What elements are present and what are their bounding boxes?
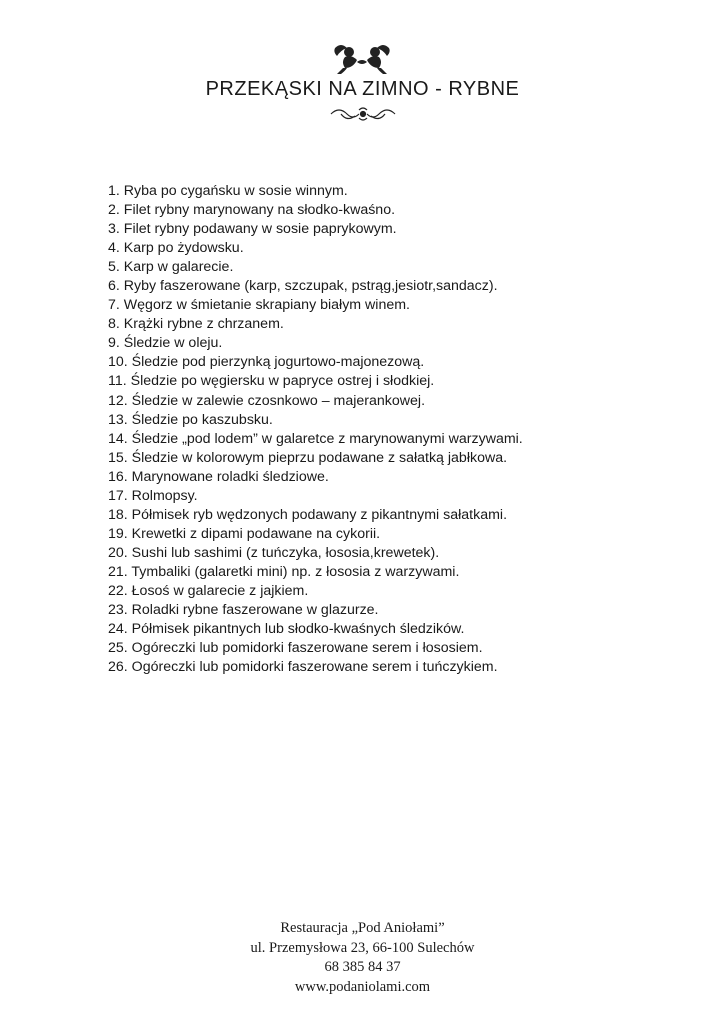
- website-link[interactable]: www.podaniolami.com: [294, 978, 431, 995]
- list-item: 24. Półmisek pikantnych lub słodko-kwaśnych śledzików.: [108, 621, 465, 638]
- flourish-ornament-icon: [327, 104, 399, 124]
- menu-list: [108, 182, 523, 677]
- list-item: 18. Półmisek ryb wędzonych podawany z pikantnymi sałatkami.: [108, 506, 508, 523]
- list-item: 7. Węgorz w śmietanie skrapiany białym winem.: [108, 297, 410, 314]
- list-item: 25. Ogóreczki lub pomidorki faszerowane serem i łososiem.: [108, 640, 483, 657]
- list-item: 11. Śledzie po węgiersku w papryce ostrej i słodkiej.: [108, 373, 435, 390]
- cherubs-ornament-icon: [327, 40, 397, 76]
- list-item: 23. Roladki rybne faszerowane w glazurze.: [108, 602, 379, 619]
- list-item: 10. Śledzie pod pierzynką jogurtowo-majonezową.: [108, 354, 425, 371]
- footer: [0, 919, 725, 997]
- list-item: 3. Filet rybny podawany w sosie paprykowym.: [108, 221, 397, 238]
- list-item: 1. Ryba po cygańsku w sosie winnym.: [108, 183, 348, 199]
- list-item: 13. Śledzie po kaszubsku.: [108, 411, 273, 428]
- list-item: 14. Śledzie „pod lodem” w galaretce z marynowanymi warzywami.: [108, 430, 523, 447]
- list-item: 6. Ryby faszerowane (karp, szczupak, pstrąg,jesiotr,sandacz).: [108, 278, 498, 295]
- list-item: 22. Łosoś w galarecie z jajkiem.: [108, 582, 309, 599]
- page-title: PRZEKĄSKI NA ZIMNO - RYBNE: [205, 78, 520, 100]
- list-item: 15. Śledzie w kolorowym pieprzu podawane z sałatką jabłkowa.: [108, 449, 508, 466]
- phone-number: 68 385 84 37: [324, 959, 401, 976]
- list-item: 21. Tymbaliki (galaretki mini) np. z łososia z warzywami.: [108, 563, 460, 580]
- list-item: 16. Marynowane roladki śledziowe.: [108, 468, 329, 485]
- list-item: 8. Krążki rybne z chrzanem.: [108, 316, 284, 333]
- list-item: 9. Śledzie w oleju.: [108, 335, 223, 352]
- list-item: 12. Śledzie w zalewie czosnkowo – majerankowej.: [108, 392, 426, 409]
- list-item: 4. Karp po żydowsku.: [108, 240, 244, 257]
- list-item: 2. Filet rybny marynowany na słodko-kwaśno.: [108, 202, 396, 219]
- list-item: 26. Ogóreczki lub pomidorki faszerowane serem i tuńczykiem.: [108, 659, 498, 676]
- list-item: 20. Sushi lub sashimi (z tuńczyka, łososia,krewetek).: [108, 544, 440, 561]
- list-item: 5. Karp w galarecie.: [108, 259, 234, 276]
- list-item: 17. Rolmopsy.: [108, 487, 198, 504]
- list-item: 19. Krewetki z dipami podawane na cykorii.: [108, 525, 381, 542]
- restaurant-name: Restauracja „Pod Aniołami”: [280, 920, 445, 936]
- address: ul. Przemysłowa 23, 66-100 Sulechów: [250, 939, 475, 956]
